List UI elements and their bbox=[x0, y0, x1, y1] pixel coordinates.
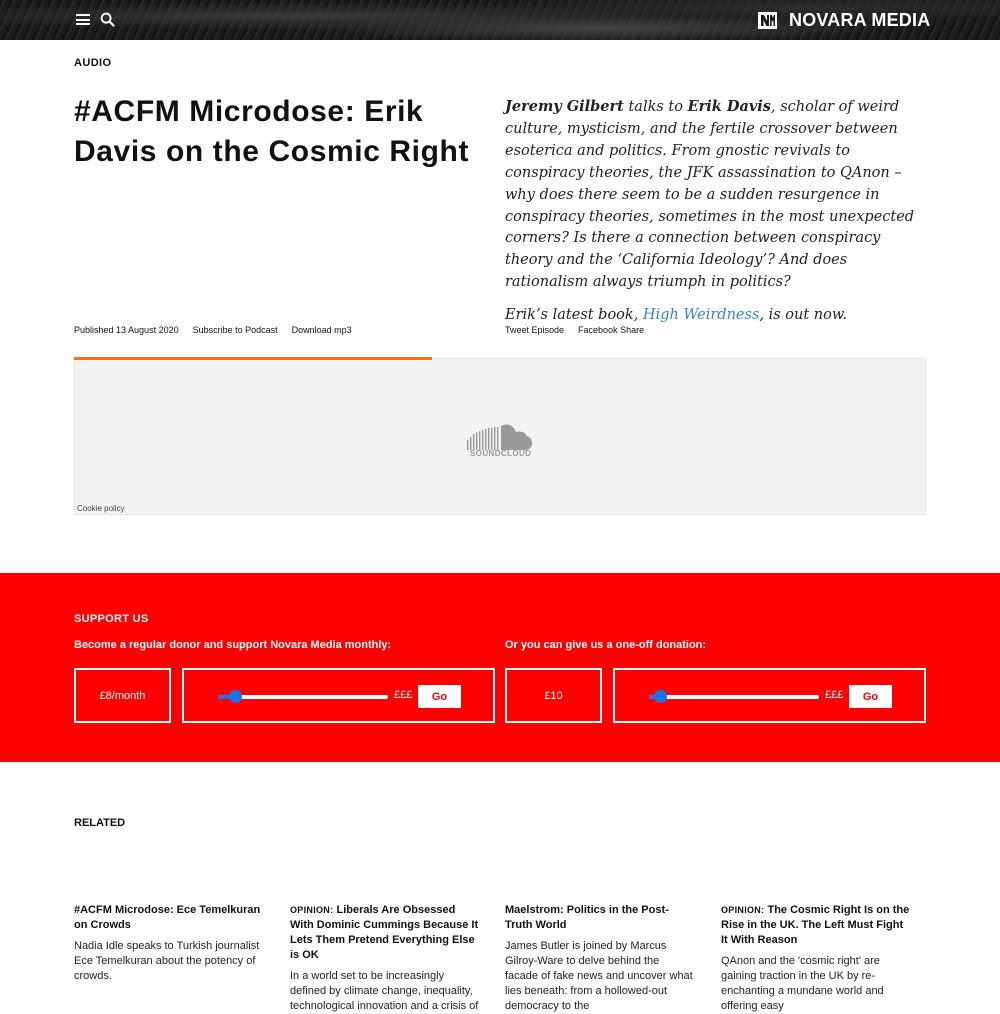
support-section bbox=[0, 573, 1000, 762]
page-title: #ACFM Microdose: Erik Davis on the Cosmic Right bbox=[74, 95, 470, 168]
section-label[interactable]: AUDIO bbox=[74, 57, 112, 69]
published-date: Published 13 August 2020 bbox=[74, 325, 179, 335]
soundcloud-player[interactable] bbox=[74, 358, 926, 515]
oneoff-go-button[interactable]: Go bbox=[849, 685, 892, 708]
site-header bbox=[0, 0, 1000, 40]
article-summary: Jeremy Gilbert talks to Erik Davis, scholar of weird culture, mysticism, and the fertile crossover between esoterica and politics. From gnostic revivals to conspiracy theories, the JFK assassination to QAnon – why does there seem to be a sudden resurgence in conspiracy theories, sometimes in the most unexpected corners? Is there a connection between conspiracy theory and the ‘California Ideology’? And does rationalism always triumph in politics? Erik’s latest book, High Weirdness, is out now. bbox=[505, 98, 915, 324]
player-progress-bar[interactable] bbox=[74, 357, 432, 360]
monthly-max-label: £££ bbox=[394, 689, 413, 701]
opinion-tag: OPINION: bbox=[721, 905, 765, 915]
speaker-name: Jeremy Gilbert bbox=[505, 98, 624, 115]
related-card-desc: QAnon and the 'cosmic right' are gaining traction in the UK by re-enchanting a mundane world and offering easy bbox=[721, 955, 884, 1012]
oneoff-slider[interactable] bbox=[649, 695, 819, 699]
related-label: RELATED bbox=[74, 817, 126, 829]
monthly-slider-box bbox=[182, 668, 495, 723]
guest-name: Erik Davis bbox=[687, 98, 771, 115]
oneoff-max-label: £££ bbox=[825, 689, 844, 701]
tweet-link[interactable]: Tweet Episode bbox=[505, 325, 565, 335]
related-card-title[interactable]: #ACFM Microdose: Ece Temelkuran on Crowds bbox=[74, 904, 261, 931]
cookie-policy-link[interactable]: Cookie policy bbox=[77, 504, 125, 513]
oneoff-slider-box bbox=[613, 668, 926, 723]
share-links bbox=[505, 325, 644, 335]
related-card[interactable] bbox=[721, 903, 911, 1014]
soundcloud-label: SOUNDCLOUD bbox=[470, 449, 532, 458]
related-card-desc: James Butler is joined by Marcus Gilroy-Ware to delve behind the facade of fake news and uncover what lies beneath: from a hollowed-out democracy to the bbox=[505, 940, 693, 1012]
related-card-title[interactable]: OPINION: The Cosmic Right Is on the Rise in the UK. The Left Must Fight It With Reason bbox=[721, 904, 910, 946]
search-icon[interactable] bbox=[100, 12, 115, 27]
related-card-title[interactable]: Maelstrom: Politics in the Post-Truth World bbox=[505, 904, 669, 931]
novara-logo-icon bbox=[758, 12, 777, 29]
monthly-slider[interactable] bbox=[218, 695, 388, 699]
related-card-title[interactable]: OPINION: Liberals Are Obsessed With Dominic Cummings Because It Lets Them Pretend Everything Else is OK bbox=[290, 904, 479, 961]
oneoff-slider-thumb[interactable] bbox=[654, 690, 667, 703]
related-card-desc: In a world set to be increasingly defined by climate change, inequality, technological innovation and a crisis of bbox=[290, 970, 479, 1012]
support-title: SUPPORT US bbox=[74, 613, 149, 625]
brand-name: NOVARA MEDIA bbox=[789, 9, 931, 30]
book-link[interactable]: High Weirdness bbox=[642, 307, 760, 324]
hamburger-menu-icon[interactable] bbox=[76, 14, 90, 25]
oneoff-label: Or you can give us a one-off donation: bbox=[505, 639, 707, 651]
article-meta bbox=[74, 325, 352, 335]
facebook-share-link[interactable]: Facebook Share bbox=[578, 325, 645, 335]
monthly-amount-field[interactable]: £8/month bbox=[74, 668, 171, 723]
related-card[interactable] bbox=[505, 903, 695, 1014]
brand[interactable] bbox=[758, 9, 930, 31]
related-card[interactable] bbox=[290, 903, 480, 1014]
related-card-desc: Nadia Idle speaks to Turkish journalist Ece Temelkuran about the potency of crowds. bbox=[74, 940, 260, 982]
monthly-label: Become a regular donor and support Novara Media monthly: bbox=[74, 639, 392, 651]
monthly-slider-thumb[interactable] bbox=[229, 690, 242, 703]
oneoff-amount-field[interactable]: £10 bbox=[505, 668, 602, 723]
download-link[interactable]: Download mp3 bbox=[291, 325, 352, 335]
monthly-go-button[interactable]: Go bbox=[418, 685, 461, 708]
subscribe-link[interactable]: Subscribe to Podcast bbox=[192, 325, 278, 335]
related-card[interactable] bbox=[74, 903, 264, 984]
opinion-tag: OPINION: bbox=[290, 905, 334, 915]
